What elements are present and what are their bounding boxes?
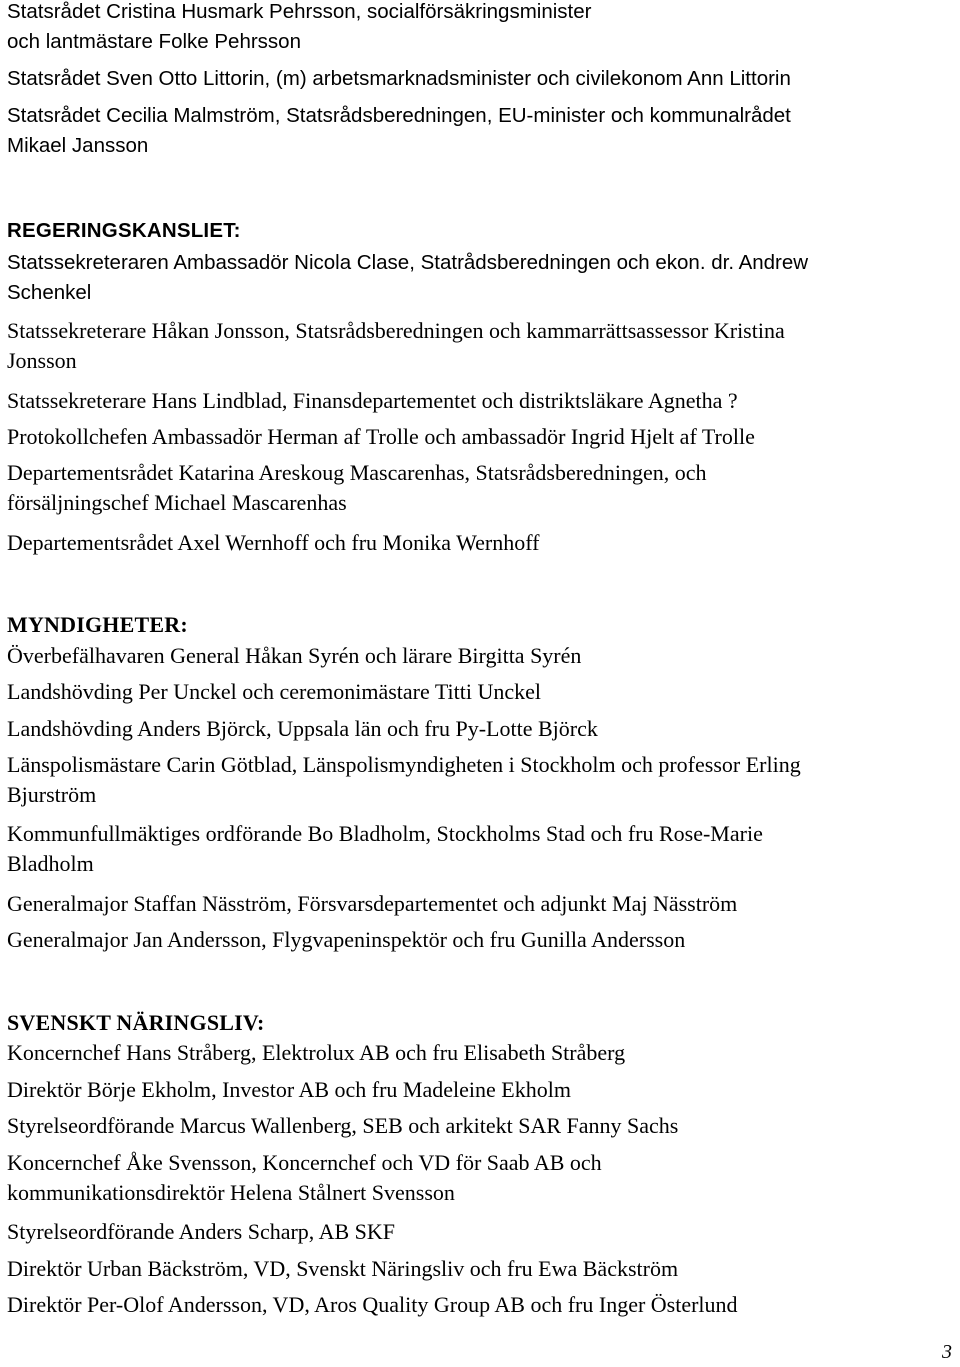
entry-line: Koncernchef Åke Svensson, Koncernchef och VD för Saab AB och (7, 1150, 602, 1175)
entry-line: Departementsrådet Katarina Areskoug Mascarenhas, Statsrådsberedningen, och (7, 460, 707, 485)
guest-entry-bjorck (7, 714, 927, 744)
entry-line: Länspolismästare Carin Götblad, Länspolismyndigheten i Stockholm och professor Erling (7, 752, 801, 777)
guest-entry-jonsson (7, 316, 927, 376)
guest-entry-scharp (7, 1217, 927, 1247)
entry-line: Direktör Börje Ekholm, Investor AB och fru Madeleine Ekholm (7, 1077, 571, 1102)
section-heading-regeringskansliet: REGERINGSKANSLIET: (7, 219, 241, 242)
entry-line: Generalmajor Jan Andersson, Flygvapeninspektör och fru Gunilla Andersson (7, 927, 686, 952)
section-heading-svenskt-naringsliv: SVENSKT NÄRINGSLIV: (7, 1010, 265, 1035)
guest-entry-mascarenhas (7, 458, 927, 518)
entry-line: Överbefälhavaren General Håkan Syrén och lärare Birgitta Syrén (7, 643, 582, 668)
guest-entry-andersson-flygvapnet (7, 925, 927, 955)
entry-line: Mikael Jansson (7, 134, 149, 157)
entry-line: Bjurström (7, 782, 97, 807)
entry-line: Departementsrådet Axel Wernhoff och fru Monika Wernhoff (7, 530, 540, 555)
entry-line: Protokollchefen Ambassadör Herman af Trolle och ambassadör Ingrid Hjelt af Trolle (7, 424, 755, 449)
section-heading-myndigheter: MYNDIGHETER: (7, 612, 188, 637)
entry-line: Direktör Per-Olof Andersson, VD, Aros Quality Group AB och fru Inger Österlund (7, 1292, 738, 1317)
page-number: 3 (942, 1341, 952, 1363)
guest-entry-nasstrom (7, 889, 927, 919)
guest-entry-wallenberg (7, 1111, 927, 1141)
entry-line: Jonsson (7, 348, 77, 373)
entry-line: och lantmästare Folke Pehrsson (7, 30, 301, 53)
guest-entry-ekholm (7, 1075, 927, 1105)
entry-line: Landshövding Anders Björck, Uppsala län och fru Py-Lotte Björck (7, 716, 598, 741)
entry-line: Generalmajor Staffan Näsström, Försvarsdepartementet och adjunkt Maj Näsström (7, 891, 738, 916)
guest-entry-svensson (7, 1148, 927, 1208)
entry-line: Styrelseordförande Marcus Wallenberg, SEB och arkitekt SAR Fanny Sachs (7, 1113, 679, 1138)
guest-entry-unckel (7, 677, 927, 707)
entry-line: Koncernchef Hans Stråberg, Elektrolux AB och fru Elisabeth Stråberg (7, 1040, 626, 1065)
guest-entry-andersson-aros (7, 1290, 927, 1320)
guest-entry-lindblad (7, 386, 927, 416)
guest-entry-straberg (7, 1038, 927, 1068)
guest-entry-af-trolle (7, 422, 927, 452)
entry-line: Direktör Urban Bäckström, VD, Svenskt Näringsliv och fru Ewa Bäckström (7, 1256, 679, 1281)
guest-entry-clase (7, 248, 927, 308)
guest-entry-wernhoff (7, 528, 927, 558)
entry-line: Statsrådet Sven Otto Littorin, (m) arbetsmarknadsminister och civilekonom Ann Littorin (7, 67, 791, 90)
guest-entry-bladholm (7, 819, 927, 879)
entry-line: Landshövding Per Unckel och ceremonimästare Titti Unckel (7, 679, 541, 704)
entry-line: Statsrådet Cecilia Malmström, Statsrådsberedningen, EU-minister och kommunalrådet (7, 104, 791, 127)
entry-line: försäljningschef Michael Mascarenhas (7, 490, 347, 515)
entry-line: Statsrådet Cristina Husmark Pehrsson, socialförsäkringsminister (7, 0, 592, 23)
entry-line: kommunikationsdirektör Helena Stålnert Svensson (7, 1180, 455, 1205)
entry-line: Styrelseordförande Anders Scharp, AB SKF (7, 1219, 396, 1244)
guest-entry-syren (7, 641, 927, 671)
entry-line: Kommunfullmäktiges ordförande Bo Bladholm, Stockholms Stad och fru Rose-Marie (7, 821, 763, 846)
guest-entry-littorin (7, 64, 927, 94)
entry-line: Statssekreterare Håkan Jonsson, Statsrådsberedningen och kammarrättsassessor Kristina (7, 318, 785, 343)
guest-entry-gotblad (7, 750, 927, 810)
entry-line: Statssekreterare Hans Lindblad, Finansdepartementet och distriktsläkare Agnetha ? (7, 388, 738, 413)
guest-entry-backstrom (7, 1254, 927, 1284)
entry-line: Schenkel (7, 281, 92, 304)
entry-line: Statssekreteraren Ambassadör Nicola Clase, Statrådsberedningen och ekon. dr. Andrew (7, 251, 809, 274)
guest-entry-malmstrom (7, 101, 927, 161)
guest-entry-husmark-pehrsson (7, 0, 927, 57)
entry-line: Bladholm (7, 851, 94, 876)
